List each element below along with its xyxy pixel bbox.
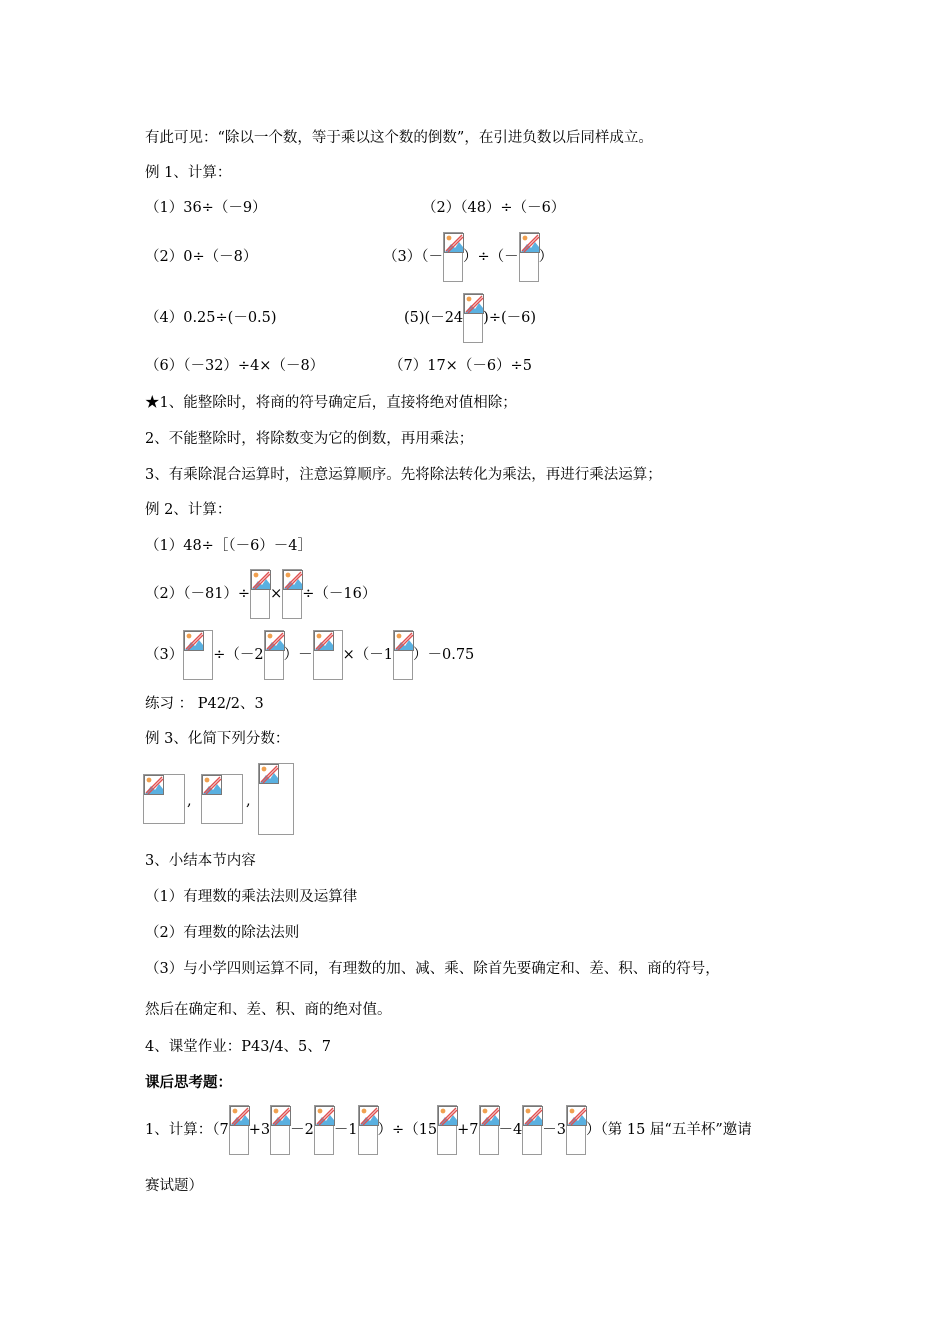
ex1-p4-text-a: （3）（－ bbox=[383, 249, 443, 265]
practice-text: 练习 ： P42/2、3 bbox=[145, 696, 264, 712]
example-2-title: 例 2、计算： bbox=[145, 502, 232, 518]
ex1-problem-6 bbox=[404, 293, 536, 343]
fraction-image-icon bbox=[519, 232, 539, 282]
fraction-image-icon bbox=[229, 1105, 249, 1155]
fraction-image-icon bbox=[313, 630, 343, 680]
think-title: 课后思考题： bbox=[145, 1075, 232, 1091]
tip-1: ★1、能整除时，将商的符号确定后，直接将绝对值相除； bbox=[145, 395, 517, 411]
ex1-p6-text-b: )÷(－6) bbox=[483, 310, 537, 326]
summary-title: 3、小结本节内容 bbox=[145, 853, 256, 869]
ex1-problem-5: （4）0.25÷(－0.5) bbox=[145, 310, 277, 326]
tip-3: 3、有乘除混合运算时，注意运算顺序。先将除法转化为乘法，再进行乘法运算； bbox=[145, 467, 662, 483]
think-text-g: －4 bbox=[498, 1122, 523, 1138]
fraction-image-icon bbox=[479, 1105, 499, 1155]
think-text-f: +7 bbox=[457, 1122, 479, 1138]
ex1-p6-text-a: (5)(－24 bbox=[404, 310, 464, 326]
ex1-problem-1: （1）36÷（－9） bbox=[145, 200, 267, 216]
separator-comma: , bbox=[246, 793, 251, 809]
intro-text: 有此可见：“除以一个数，等于乘以这个数的倒数”，在引进负数以后同样成立。 bbox=[145, 130, 653, 146]
think-problem-1 bbox=[145, 1105, 752, 1155]
ex1-problem-2: （2）（48）÷（－6） bbox=[422, 200, 566, 216]
fraction-image-icon bbox=[393, 630, 413, 680]
ex2-p3-text-e: ）－0.75 bbox=[412, 647, 475, 663]
ex1-problem-3: （2）0÷（－8） bbox=[145, 249, 258, 265]
tip-2: 2、不能整除时，将除数变为它的倒数，再用乘法； bbox=[145, 431, 474, 447]
ex1-problem-4 bbox=[383, 232, 553, 282]
fraction-image-icon bbox=[201, 774, 243, 824]
summary-item-2: （2）有理数的除法法则 bbox=[145, 925, 300, 941]
ex2-p3-text-c: ）－ bbox=[283, 647, 313, 663]
think-text-b: +3 bbox=[248, 1122, 271, 1138]
fraction-image-icon bbox=[183, 630, 213, 680]
fraction-image-icon bbox=[250, 569, 270, 619]
fraction-image-icon bbox=[566, 1105, 586, 1155]
fraction-image-icon bbox=[358, 1105, 378, 1155]
ex2-p2-text-b: × bbox=[270, 586, 283, 602]
ex2-p3-text-b: ÷（－2 bbox=[213, 647, 264, 663]
separator-comma: , bbox=[187, 793, 192, 809]
homework-text: 4、课堂作业：P43/4、5、7 bbox=[145, 1039, 331, 1055]
fraction-image-icon bbox=[143, 774, 185, 824]
ex2-p2-text-a: （2）（－81）÷ bbox=[145, 586, 251, 602]
fraction-image-icon bbox=[463, 293, 483, 343]
think-text-a: 1、计算：（7 bbox=[145, 1122, 229, 1138]
ex2-p3-text-a: （3） bbox=[145, 647, 184, 663]
think-text-c: －2 bbox=[290, 1122, 314, 1138]
fraction-image-icon bbox=[314, 1105, 334, 1155]
summary-item-1: （1）有理数的乘法法则及运算律 bbox=[145, 889, 358, 905]
ex1-problem-8: （7）17×（－6）÷5 bbox=[389, 358, 532, 374]
ex2-problem-1: （1）48÷［（－6）－4］ bbox=[145, 538, 313, 554]
think-text-h: －3 bbox=[542, 1122, 566, 1138]
fraction-image-icon bbox=[264, 630, 284, 680]
fraction-image-icon bbox=[258, 763, 294, 835]
fraction-image-icon bbox=[270, 1105, 290, 1155]
ex2-problem-3 bbox=[145, 630, 474, 680]
fraction-image-icon bbox=[443, 232, 463, 282]
summary-item-4: 然后在确定和、差、积、商的绝对值。 bbox=[145, 1002, 392, 1018]
ex2-p2-text-c: ÷（－16） bbox=[302, 586, 377, 602]
ex1-p4-text-c: ） bbox=[538, 249, 554, 265]
example-3-title: 例 3、化简下列分数： bbox=[145, 731, 290, 747]
fraction-image-icon bbox=[437, 1105, 457, 1155]
summary-item-3: （3）与小学四则运算不同，有理数的加、减、乘、除首先要确定和、差、积、商的符号， bbox=[145, 961, 720, 977]
ex1-p4-text-b: ）÷（－ bbox=[462, 249, 519, 265]
think-text-i: ）（第 15 届“五羊杯”邀请 bbox=[586, 1122, 752, 1138]
ex2-problem-2 bbox=[145, 569, 376, 619]
fraction-image-icon bbox=[522, 1105, 542, 1155]
think-problem-source: 赛试题） bbox=[145, 1178, 203, 1194]
think-text-d: －1 bbox=[333, 1122, 358, 1138]
think-text-e: ）÷（15 bbox=[377, 1122, 438, 1138]
ex1-problem-7: （6）（－32）÷4×（－8） bbox=[145, 358, 325, 374]
fraction-image-icon bbox=[282, 569, 302, 619]
ex2-p3-text-d: ×（－1 bbox=[342, 647, 393, 663]
example-1-title: 例 1、计算： bbox=[145, 165, 232, 181]
